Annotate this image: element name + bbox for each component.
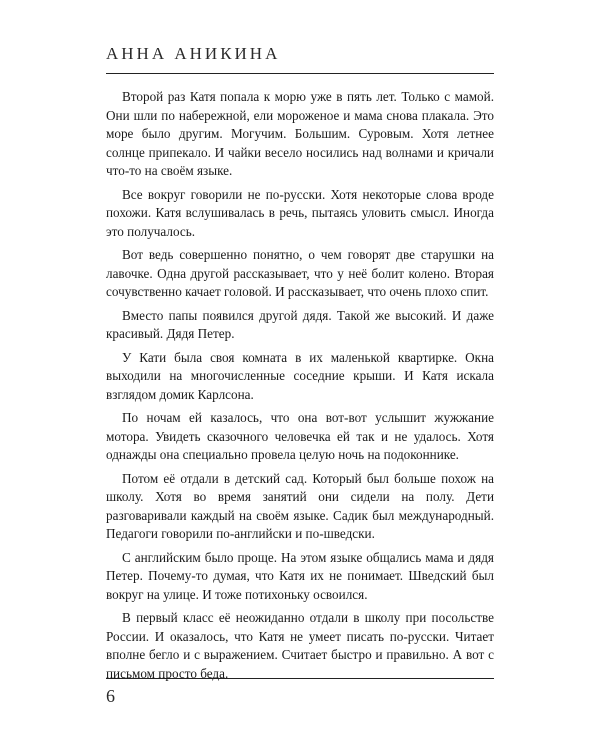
footer-rule xyxy=(106,678,494,679)
body-text xyxy=(106,88,494,688)
paragraph: Вот ведь совершенно понятно, о чем говорят две старушки на лавочке. Одна другой рассказывает, что у неё болит колено. Вторая сочувственно качает головой. И рассказывает, что очень плохо спит. xyxy=(106,247,494,299)
paragraph: Второй раз Катя попала к морю уже в пять лет. Только с мамой. Они шли по набережной, ели мороженое и мама снова плакала. Это море было другим. Могучим. Большим. Суровым. Хотя летнее солнце припекало. И чайки весело носились над волнами и кричали что-то на своём языке. xyxy=(106,89,494,178)
paragraph: С английским было проще. На этом языке общались мама и дядя Петер. Почему-то думая, что Катя их не понимает. Шведский был вокруг на улице. И тоже потихоньку освоился. xyxy=(106,549,494,602)
paragraph: Вместо папы появился другой дядя. Такой же высокий. И даже красивый. Дядя Петер. xyxy=(106,307,494,341)
header-rule xyxy=(106,73,494,74)
paragraph: По ночам ей казалось, что она вот-вот услышит жужжание мотора. Увидеть сказочного человечка ей так и не удалось. Хотя однажды она специально провела целую ночь на подоконнике. xyxy=(106,410,494,462)
paragraph: Все вокруг говорили не по-русски. Хотя некоторые слова вроде похожи. Катя вслушивалась в речь, пытаясь уловить смысл. Иногда это получалось. xyxy=(106,186,494,239)
running-head-author: АННА АНИКИНА xyxy=(106,44,281,63)
paragraph: У Кати была своя комната в их маленькой квартирке. Окна выходили на многочисленные соседние крыши. И Катя искала взглядом домик Карлсона. xyxy=(106,349,494,402)
paragraph: В первый класс её неожиданно отдали в школу при посольстве России. И оказалось, что Катя не умеет писать по-русски. Читает вполне бегло и с выражением. Считает быстро и правильно. А вот с письмом просто беда. xyxy=(106,610,494,681)
paragraph: Потом её отдали в детский сад. Который был больше похож на школу. Хотя во время занятий они сидели на полу. Дети разговаривали каждый на своём языке. Садик был международный. Педагоги говорили по-английски и по-шведски. xyxy=(106,470,494,541)
page-number: 6 xyxy=(106,686,115,706)
